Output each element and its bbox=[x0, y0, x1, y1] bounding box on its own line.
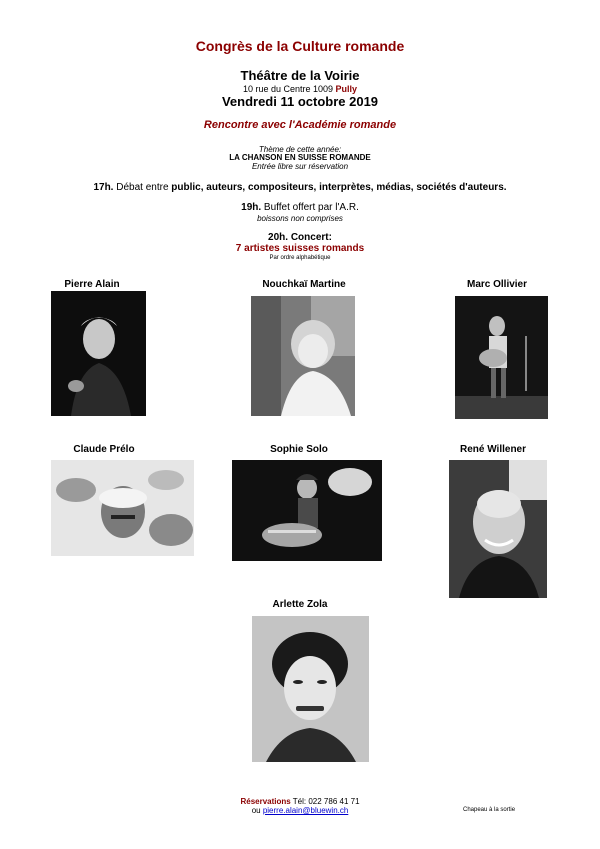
concert-artists: 7 artistes suisses romands bbox=[235, 243, 365, 254]
theme-name: LA CHANSON EN SUISSE ROMANDE bbox=[229, 153, 371, 162]
artist-name-arlette-zola: Arlette Zola bbox=[272, 599, 328, 610]
venue-address bbox=[0, 84, 600, 94]
reservations-line bbox=[0, 797, 600, 806]
theme-intro: Thème de cette année: bbox=[258, 145, 342, 154]
concert-order: Par ordre alphabétique bbox=[269, 255, 331, 261]
artist-name-rene-willener: René Willener bbox=[459, 444, 527, 455]
event-date: Vendredi 11 octobre 2019 bbox=[221, 94, 379, 109]
email-link[interactable]: pierre.alain@bluewin.ch bbox=[262, 806, 349, 815]
address-city: Pully bbox=[335, 84, 358, 94]
artist-photo-claude-prelo bbox=[51, 460, 194, 556]
buffet-time: 19h. bbox=[241, 202, 262, 213]
reservations-label: Réservations bbox=[240, 797, 291, 806]
email-or: ou bbox=[251, 806, 263, 815]
address-street: 10 rue du Centre 1009 bbox=[242, 84, 334, 94]
artist-photo-sophie-solo bbox=[232, 460, 382, 561]
page-title: Congrès de la Culture romande bbox=[195, 38, 405, 54]
artist-photo-marc-ollivier bbox=[455, 296, 548, 419]
buffet-note: boissons non comprises bbox=[257, 214, 343, 223]
artist-name-pierre-alain: Pierre Alain bbox=[64, 279, 120, 290]
debate-text: Débat entre bbox=[113, 182, 172, 193]
buffet-text: Buffet offert par l'A.R. bbox=[261, 202, 359, 213]
artist-name-nouchkai-martine: Nouchkaï Martine bbox=[262, 279, 346, 290]
artist-photo-nouchkai-martine bbox=[251, 296, 355, 416]
event-subtitle: Rencontre avec l'Académie romande bbox=[203, 119, 397, 131]
artist-name-claude-prelo: Claude Prélo bbox=[73, 444, 135, 455]
concert-line: 20h. Concert: bbox=[268, 232, 332, 243]
debate-line bbox=[0, 182, 600, 193]
debate-participants: public, auteurs, compositeurs, interprètes, médias, sociétés d'auteurs. bbox=[171, 182, 507, 193]
artist-photo-arlette-zola bbox=[252, 616, 369, 762]
debate-time: 17h. bbox=[93, 182, 114, 193]
artist-name-sophie-solo: Sophie Solo bbox=[270, 444, 328, 455]
artist-name-marc-ollivier: Marc Ollivier bbox=[466, 279, 528, 290]
reservations-phone: Tél: 022 786 41 71 bbox=[290, 797, 360, 806]
artist-photo-pierre-alain bbox=[51, 291, 146, 416]
theme-entry: Entrée libre sur réservation bbox=[251, 162, 349, 171]
venue-name: Théâtre de la Voirie bbox=[240, 68, 360, 83]
hat-note: Chapeau à la sortie bbox=[463, 807, 516, 813]
buffet-line bbox=[0, 202, 600, 213]
artist-photo-rene-willener bbox=[449, 460, 547, 598]
